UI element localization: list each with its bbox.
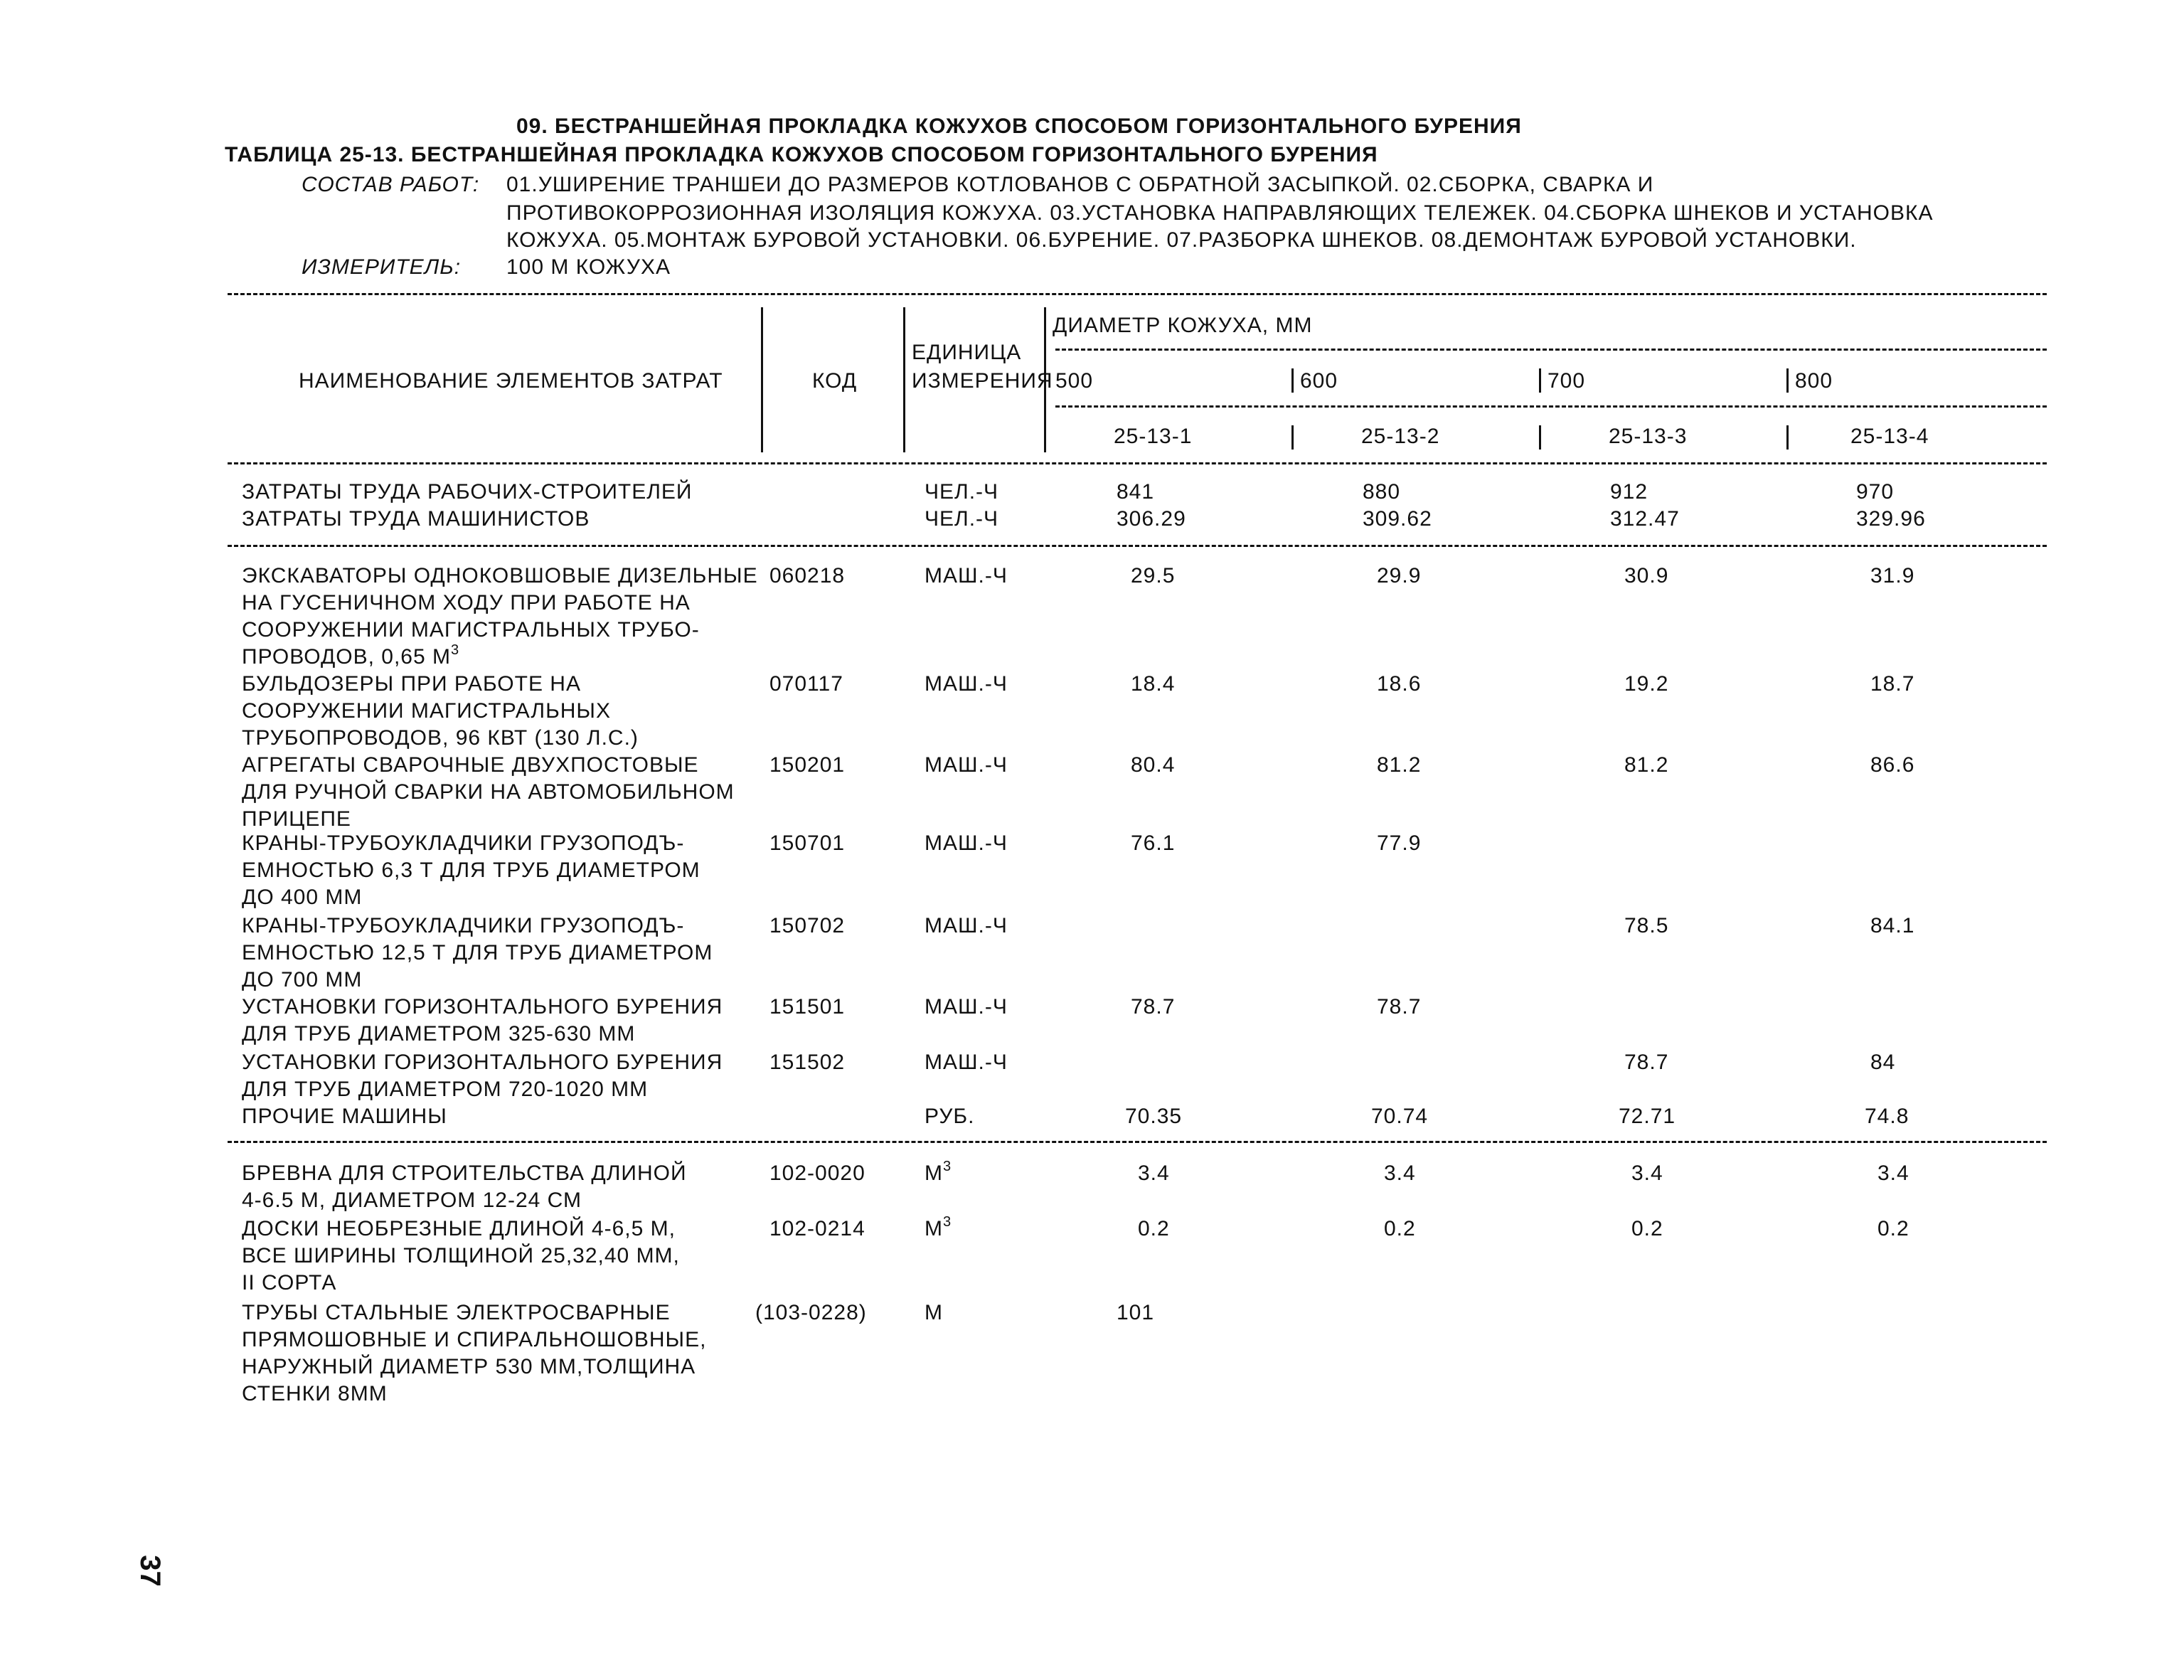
value-700: 912 <box>1610 480 1648 504</box>
row-unit: МАШ.-Ч <box>925 564 1008 588</box>
row-name: ПРОЧИЕ МАШИНЫ <box>242 1105 447 1128</box>
row-name: УСТАНОВКИ ГОРИЗОНТАЛЬНОГО БУРЕНИЯ <box>242 995 723 1019</box>
value-600: 77.9 <box>1377 831 1422 855</box>
name-column-header: НАИМЕНОВАНИЕ ЭЛЕМЕНТОВ ЗАТРАТ <box>299 369 723 393</box>
row-code: 102-0020 <box>769 1161 865 1185</box>
row-unit: МАШ.-Ч <box>925 753 1008 777</box>
superscript: 3 <box>450 642 460 658</box>
row-unit: МАШ.-Ч <box>925 672 1008 696</box>
diam-divider-1 <box>1291 368 1294 393</box>
code-divider-1 <box>1291 425 1294 450</box>
row-name: ЕМНОСТЬЮ 12,5 Т ДЛЯ ТРУБ ДИАМЕТРОМ <box>242 941 713 964</box>
row-name: ВСЕ ШИРИНЫ ТОЛЩИНОЙ 25,32,40 ММ, <box>242 1244 680 1267</box>
row-code: 151501 <box>769 995 846 1019</box>
value-700: 78.5 <box>1624 914 1669 937</box>
work-line-1: 01.УШИРЕНИЕ ТРАНШЕИ ДО РАЗМЕРОВ КОТЛОВАНОВ С ОБРАТНОЙ ЗАСЫПКОЙ. 02.СБОРКА, СВАРКА И <box>506 173 1654 196</box>
row-name: ДЛЯ ТРУБ ДИАМЕТРОМ 325-630 ММ <box>242 1022 636 1046</box>
diameter-500: 500 <box>1055 369 1094 393</box>
header-top-rule <box>228 293 2047 295</box>
row-unit: МАШ.-Ч <box>925 831 1008 855</box>
value-600: 18.6 <box>1377 672 1422 696</box>
value-700: 19.2 <box>1624 672 1669 696</box>
measure-value: 100 М КОЖУХА <box>506 255 671 279</box>
row-unit: ЧЕЛ.-Ч <box>925 480 999 504</box>
work-line-3: КОЖУХА. 05.МОНТАЖ БУРОВОЙ УСТАНОВКИ. 06.БУРЕНИЕ. 07.РАЗБОРКА ШНЕКОВ. 08.ДЕМОНТАЖ БУРОВОЙ УСТАНОВКИ. <box>506 228 1857 252</box>
row-code: (103-0228) <box>755 1301 867 1324</box>
row-unit: МАШ.-Ч <box>925 1051 1008 1074</box>
row-code: 102-0214 <box>769 1217 865 1240</box>
labor-rule <box>228 545 2047 547</box>
code-divider-3 <box>1786 425 1789 450</box>
diameter-800: 800 <box>1795 369 1833 393</box>
work-line-2: ПРОТИВОКОРРОЗИОННАЯ ИЗОЛЯЦИЯ КОЖУХА. 03.УСТАНОВКА НАПРАВЛЯЮЩИХ ТЕЛЕЖЕК. 04.СБОРКА ШНЕКОВ И УСТАНОВКА <box>506 201 1934 225</box>
table-title: ТАБЛИЦА 25-13. БЕСТРАНШЕЙНАЯ ПРОКЛАДКА КОЖУХОВ СПОСОБОМ ГОРИЗОНТАЛЬНОГО БУРЕНИЯ <box>225 143 1378 166</box>
value-800: 86.6 <box>1870 753 1915 777</box>
row-name: ПРЯМОШОВНЫЕ И СПИРАЛЬНОШОВНЫЕ, <box>242 1328 707 1351</box>
row-name: СТЕНКИ 8ММ <box>242 1382 388 1405</box>
value-500: 101 <box>1117 1301 1155 1324</box>
row-name: ЗАТРАТЫ ТРУДА МАШИНИСТОВ <box>242 507 590 531</box>
row-code: 070117 <box>769 672 843 696</box>
code-column-header: КОД <box>812 369 858 393</box>
value-600: 70.74 <box>1371 1105 1429 1128</box>
row-name-text: ПРОВОДОВ, 0,65 М <box>242 645 451 669</box>
value-600: 78.7 <box>1377 995 1422 1019</box>
value-800: 329.96 <box>1856 507 1926 531</box>
code-rule <box>1055 405 2047 408</box>
row-name: СООРУЖЕНИИ МАГИСТРАЛЬНЫХ ТРУБО- <box>242 618 700 642</box>
row-unit-text: М <box>925 1161 943 1185</box>
value-600: 81.2 <box>1377 753 1422 777</box>
section-title: 09. БЕСТРАНШЕЙНАЯ ПРОКЛАДКА КОЖУХОВ СПОСОБОМ ГОРИЗОНТАЛЬНОГО БУРЕНИЯ <box>516 115 1522 138</box>
page-number: 37 <box>134 1555 166 1587</box>
value-800: 0.2 <box>1877 1217 1909 1240</box>
row-name: НАРУЖНЫЙ ДИАМЕТР 530 ММ,ТОЛЩИНА <box>242 1355 696 1378</box>
value-800: 84.1 <box>1870 914 1915 937</box>
value-500: 18.4 <box>1131 672 1176 696</box>
row-name: ДЛЯ РУЧНОЙ СВАРКИ НА АВТОМОБИЛЬНОМ <box>242 780 735 804</box>
row-name: КРАНЫ-ТРУБОУКЛАДЧИКИ ГРУЗОПОДЪ- <box>242 831 685 855</box>
row-name <box>242 644 459 670</box>
header-divider-2 <box>903 307 905 452</box>
row-name: ДО 400 ММ <box>242 886 363 909</box>
row-name: СООРУЖЕНИИ МАГИСТРАЛЬНЫХ <box>242 699 611 723</box>
superscript: 3 <box>943 1214 952 1230</box>
header-bottom-rule <box>228 462 2047 464</box>
diameter-rule <box>1055 349 2047 351</box>
unit-header-1: ЕДИНИЦА <box>912 341 1022 364</box>
row-name: АГРЕГАТЫ СВАРОЧНЫЕ ДВУХПОСТОВЫЕ <box>242 753 699 777</box>
row-unit <box>925 1216 952 1242</box>
row-name: ЕМНОСТЬЮ 6,3 Т ДЛЯ ТРУБ ДИАМЕТРОМ <box>242 858 701 882</box>
work-label: СОСТАВ РАБОТ: <box>302 173 480 196</box>
row-name: НА ГУСЕНИЧНОМ ХОДУ ПРИ РАБОТЕ НА <box>242 591 691 615</box>
value-700: 78.7 <box>1624 1051 1669 1074</box>
value-500: 78.7 <box>1131 995 1176 1019</box>
row-unit: ЧЕЛ.-Ч <box>925 507 999 531</box>
row-code: 151502 <box>769 1051 846 1074</box>
col-code-4: 25-13-4 <box>1850 425 1929 448</box>
row-name: УСТАНОВКИ ГОРИЗОНТАЛЬНОГО БУРЕНИЯ <box>242 1051 723 1074</box>
measure-label: ИЗМЕРИТЕЛЬ: <box>302 255 462 279</box>
row-code: 150701 <box>769 831 846 855</box>
value-700: 0.2 <box>1631 1217 1663 1240</box>
value-800: 970 <box>1856 480 1895 504</box>
row-unit-text: М <box>925 1217 943 1240</box>
value-500: 29.5 <box>1131 564 1176 588</box>
value-500: 76.1 <box>1131 831 1176 855</box>
value-600: 0.2 <box>1384 1217 1416 1240</box>
machine-rule <box>228 1141 2047 1143</box>
value-500: 70.35 <box>1125 1105 1183 1128</box>
row-name: КРАНЫ-ТРУБОУКЛАДЧИКИ ГРУЗОПОДЪ- <box>242 914 685 937</box>
header-divider-1 <box>761 307 763 452</box>
row-name: ЭКСКАВАТОРЫ ОДНОКОВШОВЫЕ ДИЗЕЛЬНЫЕ <box>242 564 758 588</box>
diameter-700: 700 <box>1548 369 1586 393</box>
value-800: 74.8 <box>1865 1105 1909 1128</box>
row-unit <box>925 1161 952 1186</box>
diameter-600: 600 <box>1300 369 1338 393</box>
row-name: ПРИЦЕПЕ <box>242 807 351 831</box>
row-name: БРЕВНА ДЛЯ СТРОИТЕЛЬСТВА ДЛИНОЙ <box>242 1161 687 1185</box>
value-500: 306.29 <box>1117 507 1186 531</box>
value-700: 30.9 <box>1624 564 1669 588</box>
row-code: 060218 <box>769 564 846 588</box>
value-700: 81.2 <box>1624 753 1669 777</box>
row-unit: МАШ.-Ч <box>925 995 1008 1019</box>
row-name: ДОСКИ НЕОБРЕЗНЫЕ ДЛИНОЙ 4-6,5 М, <box>242 1217 676 1240</box>
value-700: 312.47 <box>1610 507 1680 531</box>
row-code: 150702 <box>769 914 846 937</box>
value-500: 80.4 <box>1131 753 1176 777</box>
value-800: 18.7 <box>1870 672 1915 696</box>
row-name: ДО 700 ММ <box>242 968 363 991</box>
value-500: 841 <box>1117 480 1155 504</box>
row-code: 150201 <box>769 753 846 777</box>
col-code-1: 25-13-1 <box>1114 425 1193 448</box>
diam-divider-3 <box>1786 368 1789 393</box>
row-name: ТРУБОПРОВОДОВ, 96 КВТ (130 Л.С.) <box>242 726 639 750</box>
value-800: 31.9 <box>1870 564 1915 588</box>
value-800: 3.4 <box>1877 1161 1909 1185</box>
value-600: 3.4 <box>1384 1161 1416 1185</box>
row-unit: М <box>925 1301 943 1324</box>
value-700: 72.71 <box>1619 1105 1676 1128</box>
col-code-3: 25-13-3 <box>1609 425 1688 448</box>
row-name: 4-6.5 М, ДИАМЕТРОМ 12-24 СМ <box>242 1189 582 1212</box>
value-600: 309.62 <box>1363 507 1432 531</box>
value-800: 84 <box>1870 1051 1896 1074</box>
row-name: БУЛЬДОЗЕРЫ ПРИ РАБОТЕ НА <box>242 672 581 696</box>
superscript: 3 <box>943 1159 952 1174</box>
value-700: 3.4 <box>1631 1161 1663 1185</box>
value-600: 29.9 <box>1377 564 1422 588</box>
row-name: ДЛЯ ТРУБ ДИАМЕТРОМ 720-1020 ММ <box>242 1078 649 1101</box>
row-name: ТРУБЫ СТАЛЬНЫЕ ЭЛЕКТРОСВАРНЫЕ <box>242 1301 671 1324</box>
code-divider-2 <box>1539 425 1541 450</box>
row-unit: РУБ. <box>925 1105 975 1128</box>
row-name: ЗАТРАТЫ ТРУДА РАБОЧИХ-СТРОИТЕЛЕЙ <box>242 480 693 504</box>
unit-header-2: ИЗМЕРЕНИЯ <box>912 369 1053 393</box>
value-600: 880 <box>1363 480 1401 504</box>
col-code-2: 25-13-2 <box>1361 425 1440 448</box>
row-unit: МАШ.-Ч <box>925 914 1008 937</box>
row-name: II СОРТА <box>242 1271 337 1294</box>
diam-divider-2 <box>1539 368 1541 393</box>
value-500: 3.4 <box>1138 1161 1170 1185</box>
value-500: 0.2 <box>1138 1217 1170 1240</box>
diameter-header: ДИАМЕТР КОЖУХА, ММ <box>1053 314 1313 337</box>
